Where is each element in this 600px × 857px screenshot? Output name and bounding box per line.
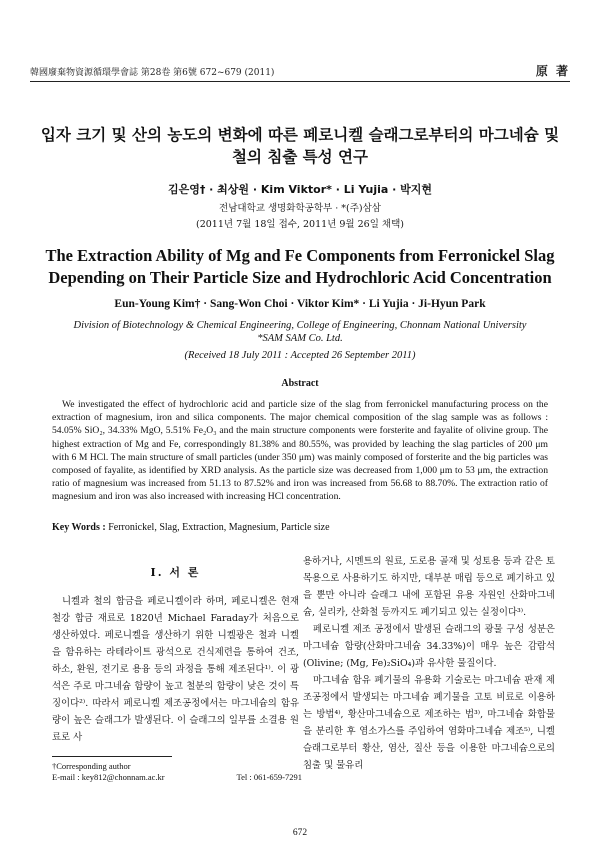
intro-paragraph-continued: 용하거나, 시멘트의 원료, 도로용 골재 및 성토용 등과 같은 토목용으로 사용하기도 하지만, 대부분 매립 등으로 폐기하고 있을 뿐만 아니라 슬래그 내에 포함된 유용 자원인 산화마그네슘, 실리카, 산화철 등까지도 폐기되고 있는 실정이다³⁾. — [303, 556, 555, 618]
korean-title: 입자 크기 및 산의 농도의 변화에 따른 페로니켈 슬래그로부터의 마그네슘 및 철의 침출 특성 연구 — [40, 126, 560, 166]
intro-paragraph-2: 페로니켈 제조 공정에서 발생된 슬래그의 광물 구성 성분은 마그네슘 함량(산화마그네슘 34.33%)이 매우 높은 감람석(Olivine; (Mg, Fe)₂SiO₄)과 유사한 물질이다. — [303, 624, 555, 669]
affiliation-line-2: *SAM SAM Co. Ltd. — [257, 333, 343, 344]
korean-affiliation: 전남대학교 생명화학공학부 · *(주)삼삼 — [219, 203, 381, 214]
korean-authors: 김은영† · 최상원 · Kim Viktor* · Li Yujia · 박지현 — [167, 183, 433, 196]
footnote-divider — [52, 756, 172, 757]
corresponding-author-note: †Corresponding author — [52, 761, 131, 771]
header-divider — [30, 81, 570, 82]
footnote — [52, 761, 302, 783]
korean-dates: (2011년 7월 18일 접수, 2011년 9월 26일 채택) — [196, 219, 404, 230]
abstract-heading: Abstract — [281, 378, 319, 389]
abstract-text: We investigated the effect of hydrochloric acid and particle size of the slag from ferronickel manufacturing process on the extraction of magnesium, iron and silica components. The major chemical composition of the slag sample was as follows : 54.05% SiO₂, 34.33% MgO, 5.51% Fe₂O₃ and the main structure components were forsterite and fayalite of olivine group. The highest extraction of Mg and Fe, correspondingly 81.38% and 80.55%, was provided by leaching the slag particles of 200 μm with 6 M HCl. The main structure of small particles (under 350 μm) was mainly composed of forsterite and the big particles was composed of fayalite, as identified by XRD analysis. As the particle size was decreased from 1,000 μm to 53 μm, the extraction ratio of magnesium was increased from 51.13 to 87.52% and iron was increased from 56.68 to 88.70%. The extraction ratio of magnesium and iron was also increased with increasing HCl concentration. — [52, 399, 548, 503]
keywords-label: Key Words : — [52, 522, 106, 533]
left-column — [52, 560, 299, 746]
article-type-badge: 原 著 — [535, 64, 570, 78]
keywords-text: Ferronickel, Slag, Extraction, Magnesium, Particle size — [108, 522, 330, 533]
affiliation-line-1: Division of Biotechnology & Chemical Engineering, College of Engineering, Chonnam National University — [73, 320, 527, 331]
english-affiliation — [30, 319, 570, 345]
intro-paragraph-3: 마그네슘 함유 폐기물의 유용화 기술로는 마그네슘 판재 제조공정에서 발생되는 마그네슘 폐기물을 고토 비료로 이용하는 방법⁴⁾, 황산마그네슘으로 제조하는 법³⁾, 마그네슘 화합물을 분리한 후 염소가스를 주입하여 염화마그네슘 제조⁵⁾, 니켈 슬래그로부터 황산, 염산, 질산 등을 이용한 마그네슘으로의 침출 및 물유리 — [303, 675, 555, 771]
running-header — [30, 62, 570, 80]
english-title: The Extraction Ability of Mg and Fe Components from Ferronickel Slag Depending on Their Particle Size and Hydrochloric Acid Concentration — [45, 246, 555, 287]
intro-paragraph-1: 니켈과 철의 합금을 페로니켈이라 하며, 페로니켈은 현재 철강 합금 재료로 1820년 Michael Faraday가 처음으로 생산하였다. 페로니켈을 생산하기 위한 니켈광은 철과 니켈을 함유하는 라테라이트 광석으로 건식제련을 통하여 건조, 하소, 환원, 전기로 용융 등의 과정을 통해 제조된다¹⁾. 이 광석은 주로 마그네슘 함량이 높고 철분의 함량이 낮은 것이 특징이다²⁾. 따라서 페로니켈 제조공정에서는 마그네슘의 함유량이 높은 슬래그가 발생된다. 이 슬래그의 일부를 소결용 원료로 사 — [52, 596, 299, 743]
author-email: E-mail : key812@chonnam.ac.kr — [52, 772, 165, 782]
right-column — [303, 553, 555, 774]
english-dates: (Received 18 July 2011 : Accepted 26 September 2011) — [184, 350, 416, 361]
english-authors: Eun-Young Kim† · Sang-Won Choi · Viktor Kim* · Li Yujia · Ji-Hyun Park — [114, 298, 486, 310]
section-heading: I. 서 론 — [150, 566, 201, 579]
journal-citation: 韓國廢棄物資源循環學會誌 第28卷 第6號 672~679 (2011) — [30, 68, 275, 78]
keywords — [52, 522, 548, 533]
author-phone: Tel : 061-659-7291 — [236, 772, 302, 782]
page-number: 672 — [292, 828, 308, 838]
